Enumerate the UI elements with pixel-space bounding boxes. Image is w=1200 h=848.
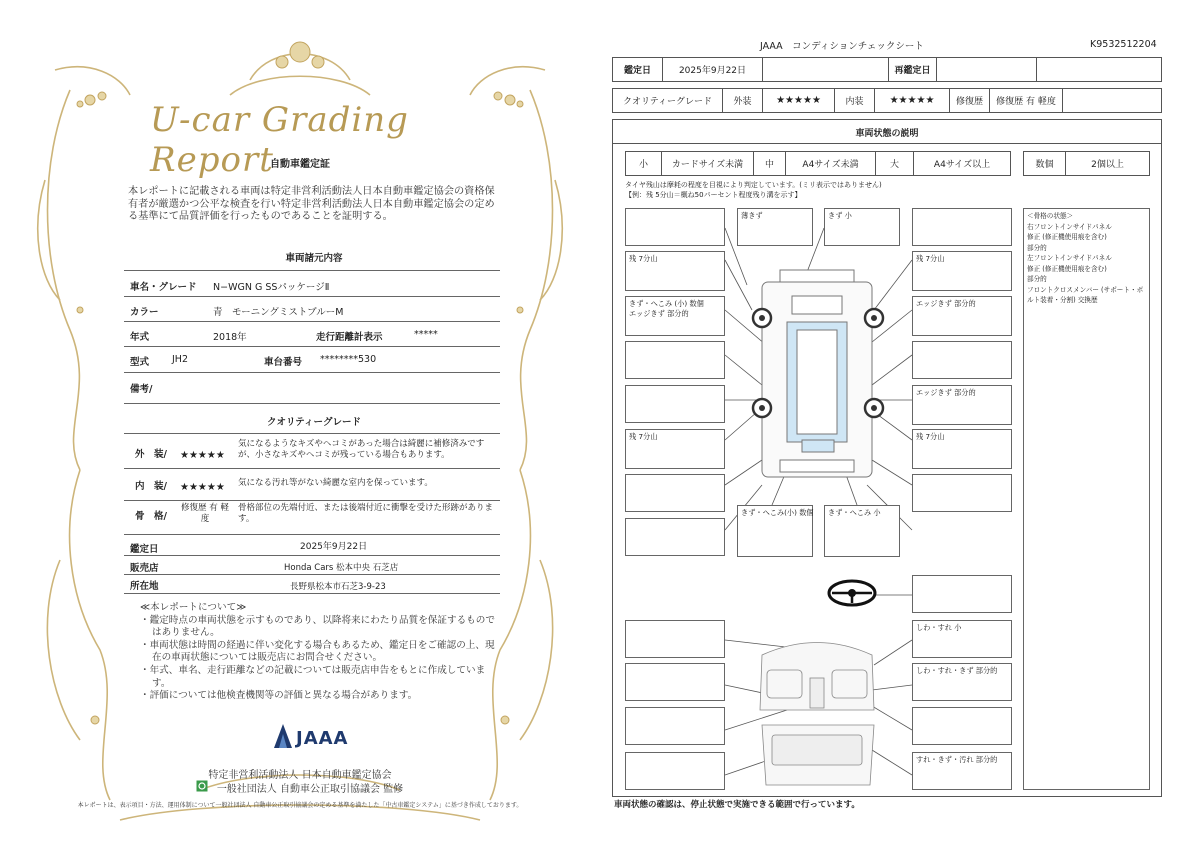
bottom-rear-left-box [737, 505, 813, 557]
jaaa-logo-text: JAAA [296, 728, 349, 749]
sheet-title: JAAA コンディションチェックシート [760, 41, 924, 52]
count-label: 数個 [1024, 152, 1066, 175]
note-item: ・年式、車名、走行距離などの記載については販売店申告をもとに作成しています。 [140, 664, 486, 689]
tire-front-right-label: 残 7分山 [916, 254, 945, 263]
tire-note: タイヤ残山は摩耗の程度を目視により判定しています。(ミリ表示ではありません) [625, 181, 882, 189]
interior-text: 気になる汚れ等がない綺麗な室内を保っています。 [238, 478, 433, 488]
quality-heading: クオリティーグレード [266, 417, 362, 428]
frame-state-line: 修正 (修正機使用痕を含む) [1027, 264, 1107, 273]
condition-box [625, 518, 725, 556]
legend-medium: 中 [754, 152, 786, 175]
chassis-label: 車台番号 [264, 357, 303, 368]
divider [124, 403, 500, 404]
model-label: 型式 [130, 357, 150, 368]
left-front-box [625, 296, 725, 336]
color-value: 青 モーニングミストブルーM [213, 307, 344, 318]
left-front-label-2: エッジきず 部分的 [629, 309, 689, 318]
bottom-note: 車両状態の確認は、停止状態で実施できる範囲で行っています。 [614, 800, 860, 810]
repair-history-value: 修復歴 有 軽度 [990, 89, 1063, 112]
jaaa-logo-icon [272, 722, 294, 750]
legend-small: 小 [626, 152, 662, 175]
interior-right-1-label: しわ・すれ 小 [916, 623, 962, 632]
divider [124, 296, 500, 297]
condition-box [625, 707, 725, 745]
org-name-1: 特定非営利活動法人 日本自動車鑑定協会 [208, 770, 392, 781]
interior-right-2-label: しわ・すれ・きず 部分的 [916, 666, 998, 675]
year-label: 年式 [130, 332, 150, 343]
exterior-text: 気になるようなキズやヘコミがあった場合は綺麗に補修済みですが、小さなキズやヘコミが残っている場合もあります。 [238, 439, 485, 460]
document-id: K9532512204 [1090, 39, 1157, 50]
dealer-label: 販売店 [130, 563, 159, 574]
condition-box [912, 341, 1012, 379]
legend-small-desc: カードサイズ未満 [662, 152, 754, 175]
quality-grade-row [612, 88, 1162, 113]
divider [124, 593, 500, 594]
frame-state-line: フロントクロスメンバー (サポート・ボ [1027, 285, 1144, 294]
tire-example-note: 【例：残 5分山＝概ね50パーセント程度残り溝を示す】 [625, 191, 802, 199]
address-value: 長野県松本市石芝3-9-23 [290, 582, 386, 592]
divider [124, 433, 500, 434]
tire-front-right-box [912, 251, 1012, 291]
frame-state-line: 右フロントインサイドパネル [1027, 222, 1112, 231]
interior-right-3-box [912, 752, 1012, 790]
divider [124, 468, 500, 469]
spec-heading: 車両諸元内容 [285, 253, 343, 264]
frame-state-line: 部分的 [1027, 243, 1047, 252]
exterior-stars: ★★★★★ [763, 89, 835, 112]
count-legend [1023, 151, 1150, 176]
model-value: JH2 [172, 354, 188, 365]
interior-right-2-box [912, 663, 1012, 701]
divider [124, 321, 500, 322]
condition-box [625, 341, 725, 379]
right-front-label: エッジきず 部分的 [916, 299, 976, 308]
org-name-2: 一般社団法人 自動車公正取引協議会 監修 [216, 784, 404, 795]
right-rear-box [912, 385, 1012, 425]
interior-right-3-label: すれ・きず・汚れ 部分的 [916, 755, 998, 764]
exterior-stars: ★★★★★ [180, 450, 225, 461]
condition-box [625, 752, 725, 790]
interior-stars: ★★★★★ [180, 482, 225, 493]
top-front-right-label: きず 小 [828, 211, 852, 220]
condition-box [912, 707, 1012, 745]
condition-box [625, 663, 725, 701]
frame-state-line: 部分的 [1027, 275, 1047, 283]
top-front-right-box [824, 208, 900, 246]
divider [124, 346, 500, 347]
frame-value: 修復歴 有 軽度 [181, 503, 229, 524]
year-value: 2018年 [213, 332, 247, 343]
reinspection-date-label: 再鑑定日 [889, 58, 937, 81]
bottom-rear-right-label: きず・へこみ 小 [828, 508, 881, 517]
divider [124, 534, 500, 535]
frame-state-panel [1023, 208, 1150, 790]
divider [124, 270, 500, 271]
chassis-value: ********530 [320, 354, 377, 365]
interior-label: 内 装/ [135, 481, 167, 492]
count-value: 2個以上 [1091, 160, 1124, 170]
tire-rear-left-box [625, 429, 725, 469]
steering-wheel-icon [829, 581, 875, 605]
tire-front-left-box [625, 251, 725, 291]
interior-right-1-box [912, 620, 1012, 658]
script-title: U-car Grading Report [150, 100, 409, 180]
inspection-date-label: 鑑定日 [613, 58, 663, 81]
date-value: 2025年9月22日 [300, 542, 368, 552]
condition-box [625, 474, 725, 512]
notes-block [140, 602, 500, 703]
notes-title: ≪本レポートについて≫ [140, 602, 247, 613]
mileage-value: ***** [414, 329, 438, 340]
certificate-subtitle: 自動車鑑定証 [270, 159, 330, 170]
top-front-left-label: 薄きず [741, 211, 763, 220]
condition-box [625, 620, 725, 658]
divider [124, 372, 500, 373]
legend-large-desc: A4サイズ以上 [933, 160, 991, 170]
tire-rear-right-box [912, 429, 1012, 469]
tire-front-left-label: 残 7分山 [629, 254, 658, 263]
frame-state-line: 修正 (修正機使用痕を含む) [1027, 233, 1107, 241]
bottom-rear-left-label: きず・へこみ(小) 数個 [741, 508, 814, 517]
tire-rear-right-label: 残 7分山 [916, 432, 945, 441]
condition-box [625, 208, 725, 246]
name-label: 車名・グレード [130, 282, 197, 293]
divider [124, 500, 500, 501]
condition-box [912, 474, 1012, 512]
tire-rear-left-label: 残 7分山 [629, 432, 658, 441]
divider [124, 555, 500, 556]
note-item: ・評価については他検査機関等の評価と異なる場合があります。 [140, 690, 418, 702]
top-front-left-box [737, 208, 813, 246]
address-label: 所在地 [130, 581, 159, 592]
name-value: N−WGN G SSパッケージⅡ [213, 282, 330, 293]
frame-text: 骨格部位の先端付近、または後端付近に衝撃を受けた形跡があります。 [238, 503, 494, 524]
right-rear-label: エッジきず 部分的 [916, 388, 976, 397]
divider [124, 574, 500, 575]
inspection-date-row [612, 57, 1162, 82]
condition-box [912, 575, 1012, 613]
note-item: ・車両状態は時間の経過に伴い変化する場合もあるため、鑑定日をご確認の上、現在の車両状態については販売店にお問合せください。 [140, 639, 495, 664]
remarks-label: 備考/ [130, 384, 153, 395]
dealer-value: Honda Cars 松本中央 石芝店 [284, 563, 399, 573]
exterior-label: 外装 [723, 89, 763, 112]
left-front-label: きず・へこみ (小) 数個 [629, 299, 704, 308]
repair-history-label: 修復歴 [950, 89, 990, 112]
intro-paragraph: 本レポートに記載される車両は特定非営利活動法人日本自動車鑑定協会の資格保有者が厳選かつ公平な検査を行い特定非営利活動法人日本自動車鑑定協会の定める基準にて品質評価を行ったものであることを証明する。 [128, 186, 495, 222]
interior-stars: ★★★★★ [875, 89, 950, 112]
exterior-label: 外 装/ [135, 449, 167, 460]
frame-state-line: ルト装着・分割) 交換歴 [1027, 296, 1098, 304]
quality-grade-label: クオリティーグレード [613, 89, 723, 112]
frame-state-line: 左フロントインサイドパネル [1027, 254, 1112, 262]
note-item: ・鑑定時点の車両状態を示すものであり、以降将来にわたり品質を保証するものではありません。 [140, 614, 495, 639]
color-label: カラー [130, 307, 159, 318]
size-legend [625, 151, 1011, 176]
frame-state-title: ＜骨格の状態＞ [1027, 212, 1074, 220]
footnote: 本レポートは、表示項目・方法、運用体制について一般社団法人 自動車公正取引協議会の定める基準を満たした「中古車鑑定システム」に基づき作成しております。 [77, 802, 523, 809]
inspection-date-value: 2025年9月22日 [663, 58, 763, 81]
interior-label: 内装 [835, 89, 875, 112]
date-label: 鑑定日 [130, 544, 159, 555]
condition-box [625, 385, 725, 423]
mileage-label: 走行距離計表示 [316, 332, 383, 343]
legend-medium-desc: A4サイズ未満 [786, 152, 876, 175]
right-front-box [912, 296, 1012, 336]
condition-heading: 車両状態の説明 [855, 129, 919, 139]
bottom-rear-right-box [824, 505, 900, 557]
legend-large: 大 [876, 152, 914, 175]
condition-box [912, 208, 1012, 246]
frame-label: 骨 格/ [135, 511, 167, 522]
